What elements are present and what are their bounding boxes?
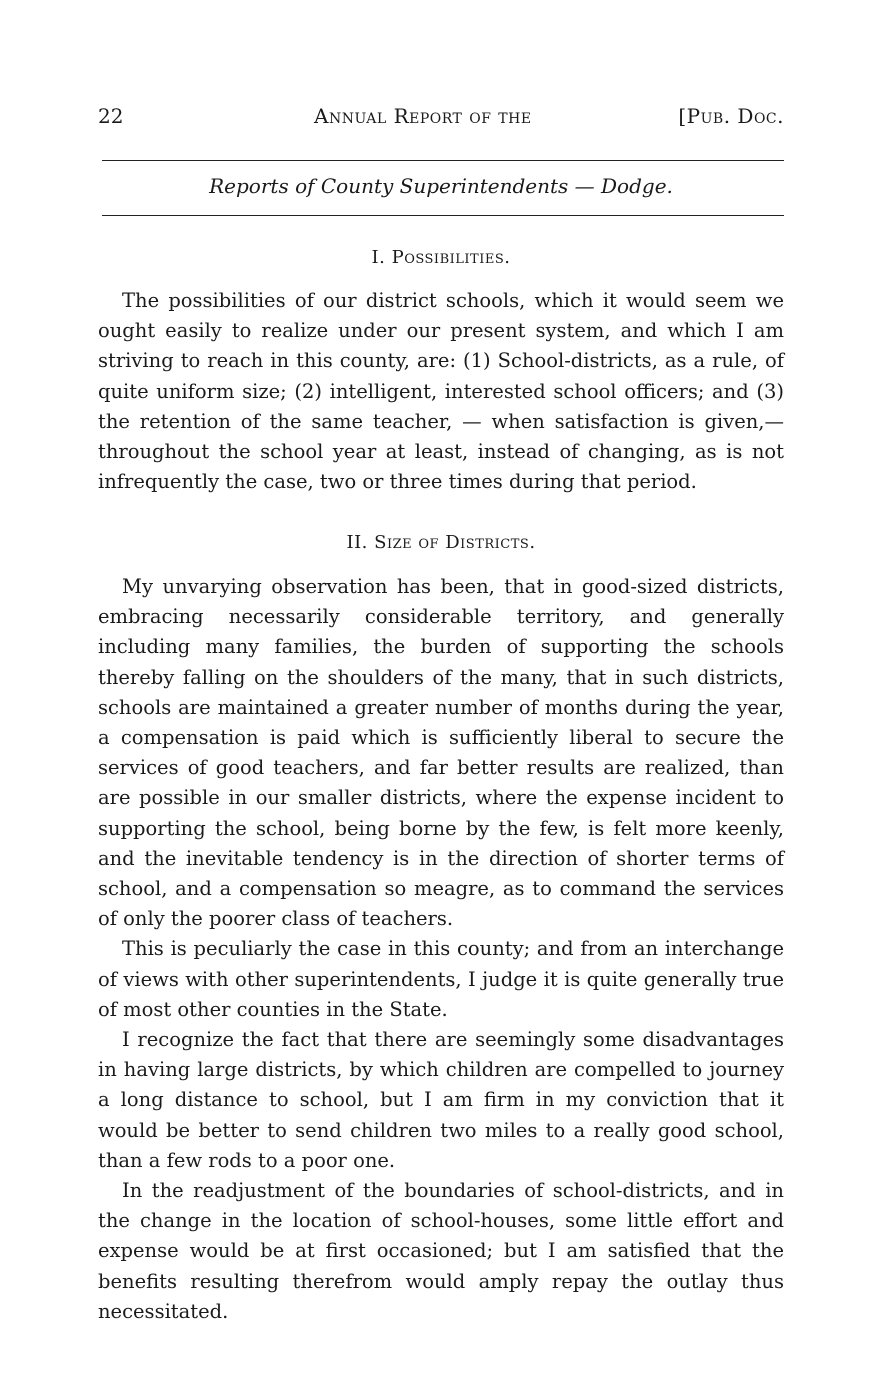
report-subtitle: Reports of County Superintendents — Dodge. [209, 174, 673, 198]
page-header [98, 104, 784, 134]
paragraph: My unvarying observation has been, that in good-sized districts, embracing necessarily considerable territory, and generally including many families, the burden of supporting the schools thereby falling on the shoulders of the many, that in such districts, schools are maintained a greater number of months during the year, a compensation is paid which is sufficiently liberal to secure the services of good teachers, and far better results are realized, than are possible in our smaller districts, where the expense incident to supporting the school, being borne by the few, is felt more keenly, and the inevitable tendency is in the direction of shorter terms of school, and a compensation so meagre, as to command the services of only the poorer class of teachers. [98, 575, 784, 931]
section-body-possibilities [98, 286, 784, 497]
top-rule [102, 160, 784, 161]
paragraph: The possibilities of our district schools, which it would seem we ought easily to realize under our present system, and which I am striving to reach in this county, are: (1) School-districts, as a rule, of quite uniform size; (2) intelligent, interested school officers; and (3) the retention of the same teacher, — when satisfaction is given,— throughout the school year at least, instead of changing, as is not infrequently the case, two or three times during that period. [98, 289, 784, 494]
running-title: Annual Report of the [314, 104, 532, 128]
section-body-size-of-districts [98, 572, 784, 1327]
bottom-rule [102, 215, 784, 216]
section-title-possibilities: I. Possibilities. [371, 247, 511, 268]
document-label: [Pub. Doc. [678, 104, 784, 128]
paragraph: In the readjustment of the boundaries of school-districts, and in the change in the location of school-houses, some little effort and expense would be at first occasioned; but I am satisfied that the benefits resulting therefrom would amply repay the outlay thus necessitated. [98, 1179, 784, 1323]
section-title-size-of-districts: II. Size of Districts. [346, 532, 536, 553]
page-number: 22 [98, 104, 124, 128]
paragraph: I recognize the fact that there are seemingly some disadvantages in having large districts, by which children are compelled to journey a long distance to school, but I am firm in my conviction that it would be better to send children two miles to a really good school, than a few rods to a poor one. [98, 1028, 784, 1172]
paragraph: This is peculiarly the case in this county; and from an interchange of views with other superintendents, I judge it is quite generally true of most other counties in the State. [98, 937, 784, 1021]
